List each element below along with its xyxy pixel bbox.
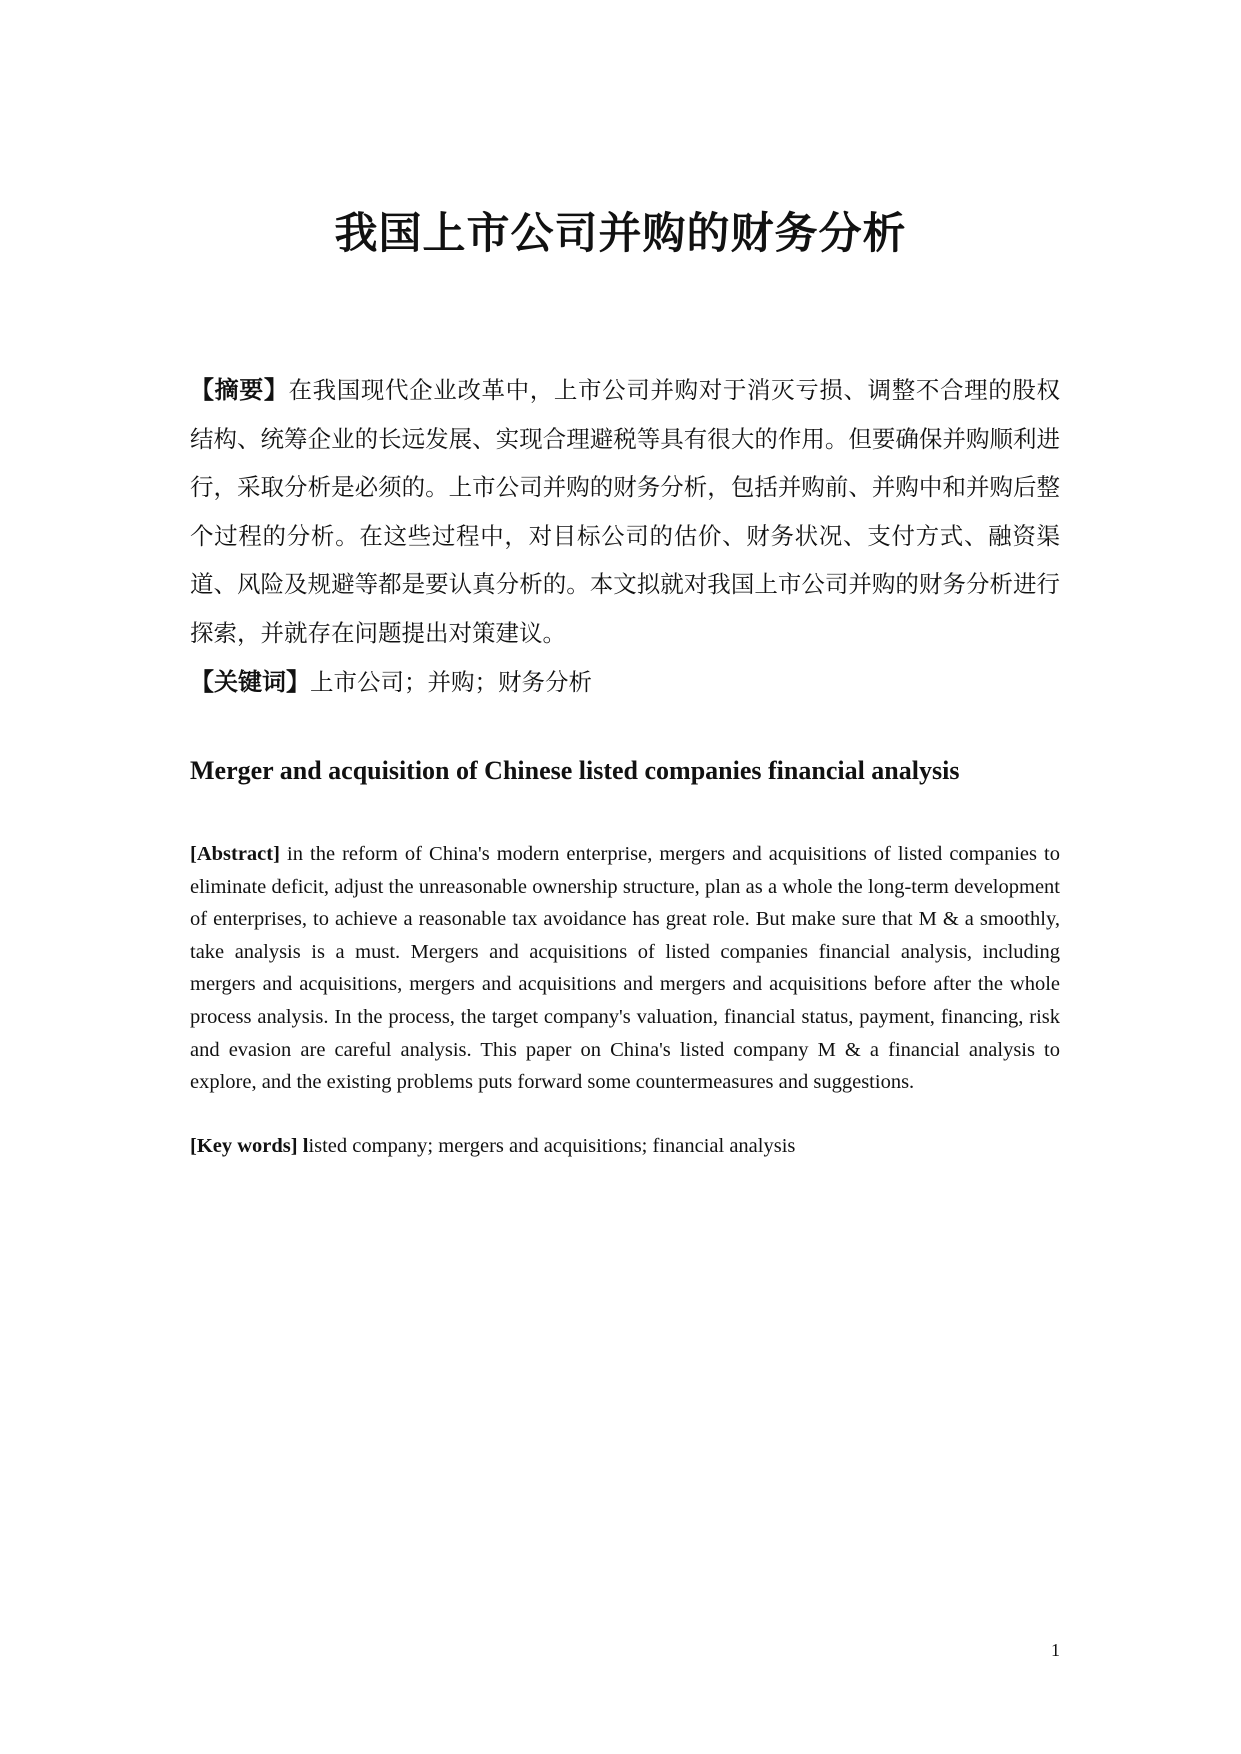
chinese-abstract-label: 【摘要】 bbox=[190, 376, 289, 404]
chinese-abstract bbox=[190, 366, 1060, 657]
chinese-keywords-text: 上市公司；并购；财务分析 bbox=[310, 668, 592, 696]
page-title: 我国上市公司并购的财务分析 bbox=[334, 209, 907, 259]
english-abstract-label: [Abstract] bbox=[190, 843, 280, 865]
page-number: 1 bbox=[1051, 1640, 1060, 1660]
english-keywords-text: isted company; mergers and acquisitions; financial analysis bbox=[308, 1135, 796, 1157]
chinese-keywords-label: 【关键词】 bbox=[190, 668, 310, 696]
english-keywords-label: [Key words] l bbox=[190, 1135, 309, 1157]
english-abstract bbox=[190, 838, 1060, 1099]
chinese-abstract-text: 在我国现代企业改革中，上市公司并购对于消灭亏损、调整不合理的股权结构、统筹企业的长远发展、实现合理避税等具有很大的作用。但要确保并购顺利进行，采取分析是必须的。上市公司并购的财务分析，包括并购前、并购中和并购后整个过程的分析。在这些过程中，对目标公司的估价、财务状况、支付方式、融资渠道、风险及规避等都是要认真分析的。本文拟就对我国上市公司并购的财务分析进行探索，并就存在问题提出对策建议。 bbox=[190, 376, 1061, 647]
chinese-keywords bbox=[190, 658, 1060, 707]
english-title: Merger and acquisition of Chinese listed companies financial analysis bbox=[190, 756, 960, 785]
english-keywords bbox=[190, 1130, 1060, 1162]
english-abstract-text: in the reform of China's modern enterprise, mergers and acquisitions of listed companies to eliminate deficit, adjust the unreasonable ownership structure, plan as a whole the long-term development of enterprises, to achieve a reasonable tax avoidance has great role. But make sure that M & a smoothly, take analysis is a must. Mergers and acquisitions of listed companies financial analysis, including mergers and acquisitions, mergers and acquisitions and mergers and acquisitions before after the whole process analysis. In the process, the target company's valuation, financial status, payment, financing, risk and evasion are careful analysis. This paper on China's listed company M & a financial analysis to explore, and the existing problems puts forward some countermeasures and suggestions. bbox=[190, 843, 1060, 1094]
